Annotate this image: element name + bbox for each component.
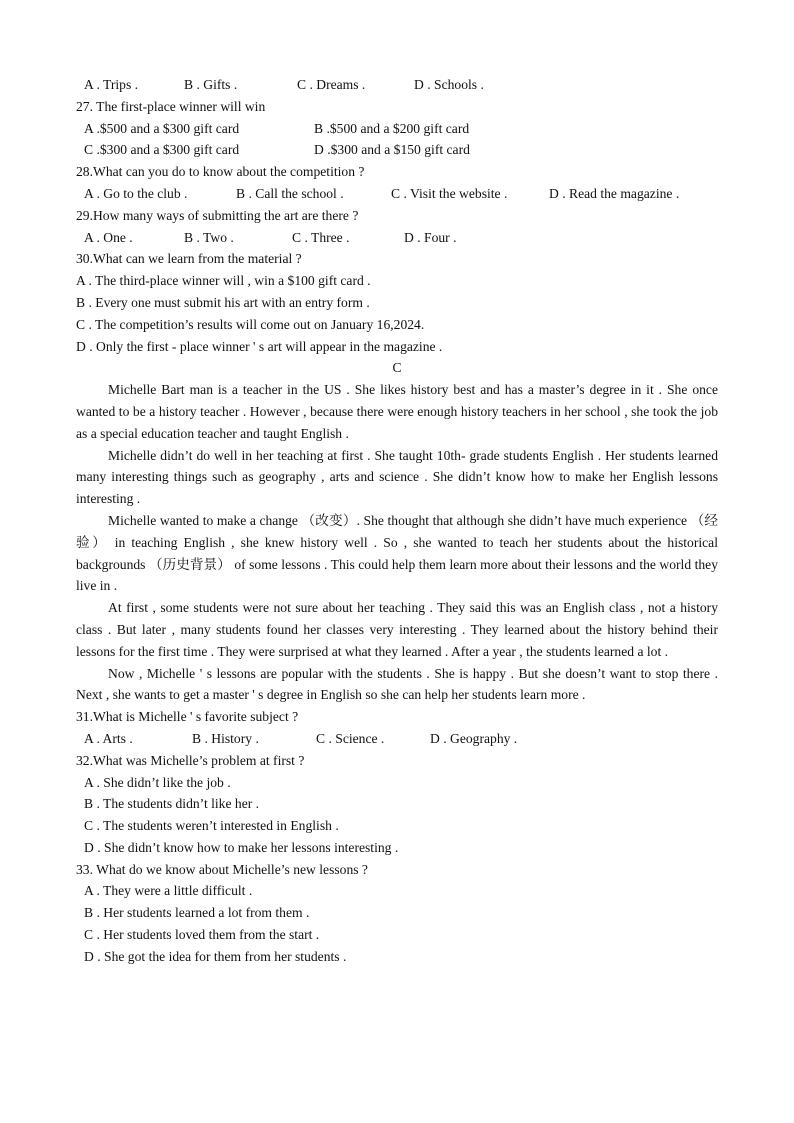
- passage-paragraph-2: Michelle didn’t do well in her teaching at first . She taught 10th- grade students English . Her students learned many interesting things such as geography , arts and science . She didn’t know how to make her English lessons interesting .: [76, 447, 718, 507]
- q27-options-row2: [76, 139, 718, 161]
- q28-option-c: C . Visit the website .: [391, 185, 508, 201]
- q31-options: [76, 728, 718, 750]
- q31-option-b: B . History .: [192, 730, 259, 746]
- q26-option-d: D . Schools .: [414, 77, 484, 92]
- q29-option-a: A . One .: [84, 229, 133, 245]
- q33-stem: 33. What do we know about Michelle’s new lessons ?: [76, 861, 368, 877]
- section-heading: C: [392, 360, 402, 376]
- exam-page: [76, 74, 718, 968]
- q26-option-b: B . Gifts .: [184, 77, 238, 92]
- q29-option-d: D . Four .: [404, 229, 457, 245]
- q31-option-a: A . Arts .: [84, 730, 133, 746]
- passage-paragraph-5: Now , Michelle ' s lessons are popular with the students . She is happy . But she doesn’t want to stop there . Next , she wants to get a master ' s degree in English so she can help her students learn more .: [76, 665, 718, 703]
- q32-option-d: D . She didn’t know how to make her lessons interesting .: [84, 839, 399, 855]
- q33-option-a: A . They were a little difficult .: [84, 883, 253, 899]
- q30-option-d: D . Only the first - place winner ' s art will appear in the magazine .: [76, 338, 443, 354]
- q27-option-d: D .$300 and a $150 gift card: [314, 142, 470, 158]
- q27-option-a: A .$500 and a $300 gift card: [84, 120, 240, 136]
- q32-option-b: B . The students didn’t like her .: [84, 796, 260, 812]
- passage-paragraph-4: At first , some students were not sure about her teaching . They said this was an English class , not a history class . But later , many students found her classes very interesting . They learned about the history behind their lessons for the first time . They were surprised at what they learned . After a year , the students learned a lot .: [76, 600, 718, 659]
- q31-option-c: C . Science .: [316, 730, 385, 746]
- passage-paragraph-3: Michelle wanted to make a change （改变）. She thought that although she didn’t have much experience （经验） in teaching English , she knew history well . So , she wanted to teach her students about the historical backgrounds （历史背景） of some lessons . This could help them learn more about their lessons and the world they live in .: [76, 512, 718, 594]
- q28-options: [76, 183, 718, 205]
- q32-option-a: A . She didn’t like the job .: [84, 774, 231, 790]
- q33-option-c: C . Her students loved them from the start .: [84, 927, 320, 943]
- q26-options: [76, 74, 718, 96]
- q30-option-b: B . Every one must submit his art with an entry form .: [76, 294, 370, 310]
- q32-option-c: C . The students weren’t interested in English .: [84, 818, 339, 834]
- q28-option-d: D . Read the magazine .: [549, 185, 680, 201]
- q30-stem: 30.What can we learn from the material ?: [76, 251, 302, 267]
- q33-option-d: D . She got the idea for them from her students .: [84, 948, 347, 964]
- q26-option-c: C . Dreams .: [297, 77, 366, 92]
- passage-paragraph-1: Michelle Bart man is a teacher in the US . She likes history best and has a master’s degree in it . She once wanted to be a history teacher . However , because there were enough history teachers in her school , she took the job as a special education teacher and taught English .: [76, 382, 718, 441]
- q28-option-a: A . Go to the club .: [84, 185, 188, 201]
- q31-option-d: D . Geography .: [430, 730, 518, 746]
- q33-option-b: B . Her students learned a lot from them .: [84, 905, 310, 921]
- q27-options-row1: [76, 118, 718, 140]
- q29-stem: 29.How many ways of submitting the art are there ?: [76, 207, 359, 223]
- q27-stem: 27. The first-place winner will win: [76, 98, 266, 114]
- q30-option-c: C . The competition’s results will come out on January 16,2024.: [76, 316, 425, 332]
- q26-option-a: A . Trips .: [84, 77, 139, 92]
- q28-stem: 28.What can you do to know about the competition ?: [76, 164, 365, 180]
- q29-options: [76, 227, 718, 249]
- q28-option-b: B . Call the school .: [236, 185, 344, 201]
- q27-option-b: B .$500 and a $200 gift card: [314, 120, 470, 136]
- q29-option-c: C . Three .: [292, 229, 350, 245]
- q30-option-a: A . The third-place winner will , win a $100 gift card .: [76, 273, 371, 289]
- q31-stem: 31.What is Michelle ' s favorite subject ?: [76, 709, 299, 725]
- q32-stem: 32.What was Michelle’s problem at first ?: [76, 752, 305, 768]
- q29-option-b: B . Two .: [184, 229, 234, 245]
- q27-option-c: C .$300 and a $300 gift card: [84, 142, 240, 158]
